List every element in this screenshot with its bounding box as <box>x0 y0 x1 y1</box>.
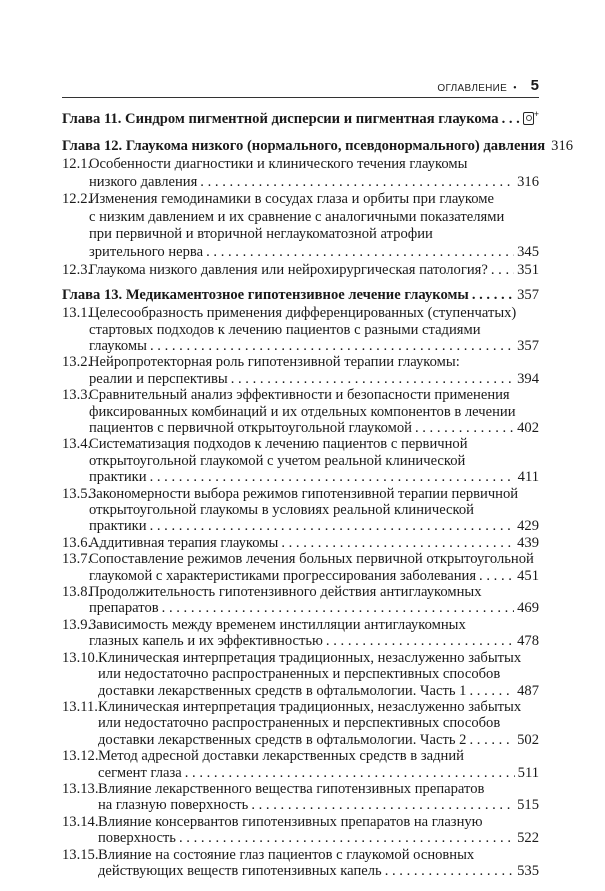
dot-leader <box>469 732 514 748</box>
toc-entry[interactable] <box>62 781 539 814</box>
toc-entry[interactable] <box>62 387 539 436</box>
entry-line: или недостаточно распространенных и перспективных способов <box>98 715 501 732</box>
entry-last-line <box>89 518 539 534</box>
entry-line: Продолжительность гипотензивного действия антиглаукомных <box>89 584 482 601</box>
entry-number: 12.2. <box>62 191 92 208</box>
toc-entry[interactable] <box>62 305 539 354</box>
page-ref[interactable]: 478 <box>517 633 539 650</box>
toc-entry[interactable] <box>62 617 539 650</box>
entry-body <box>89 535 539 551</box>
entry-line: открытоугольной глаукомой с учетом реальной клинической <box>89 452 466 469</box>
page-ref[interactable]: 515 <box>517 797 539 814</box>
dot-leader <box>150 469 515 485</box>
entry-line: Закономерности выбора режимов гипотензивной терапии первичной <box>89 485 519 502</box>
entry-number: 13.12. <box>62 748 99 765</box>
entry-body <box>98 781 539 814</box>
chapter-title[interactable]: Глава 13. Медикаментозное гипотензивное лечение глаукомы <box>62 287 469 304</box>
dot-leader <box>185 765 515 781</box>
entry-line: действующих веществ гипотензивных капель <box>98 862 382 879</box>
entry-last-line <box>89 420 539 436</box>
page-ref[interactable]: 439 <box>517 534 539 551</box>
entry-number: 13.6. <box>62 534 92 551</box>
page-ref[interactable]: 451 <box>517 567 539 584</box>
chapter-title[interactable]: Глава 11. Синдром пигментной дисперсии и пигментная глаукома <box>62 111 499 127</box>
dot-leader <box>281 535 514 551</box>
entry-line: реалии и перспективы <box>89 370 228 387</box>
entry-number: 13.13. <box>62 780 99 797</box>
entry-number: 12.3. <box>62 261 92 278</box>
dot-leader <box>415 420 514 436</box>
entry-body <box>89 617 539 650</box>
entry-number: 13.15. <box>62 846 99 863</box>
entry-number: 13.3. <box>62 387 92 404</box>
entry-body <box>89 387 539 436</box>
toc-entry[interactable] <box>62 847 539 880</box>
entry-line: Особенности диагностики и клинического течения глаукомы <box>89 156 468 172</box>
chapter-entry[interactable] <box>62 285 539 305</box>
entry-number: 13.10. <box>62 649 99 666</box>
page-ref[interactable]: 469 <box>517 600 539 617</box>
page-number: 5 <box>530 77 539 94</box>
entry-last-line <box>89 469 539 485</box>
entry-body <box>89 551 539 584</box>
entry-last-line <box>98 863 539 879</box>
toc-section <box>62 110 539 130</box>
toc-entry[interactable] <box>62 354 539 387</box>
entry-body <box>98 699 539 748</box>
entry-line: Нейропротекторная роль гипотензивной терапии глаукомы: <box>89 354 460 371</box>
entry-body <box>89 354 539 387</box>
dot-leader <box>150 518 515 534</box>
entry-line: Аддитивная терапия глаукомы <box>89 534 279 551</box>
entry-line: стартовых подходов к лечению пациентов с разными стадиями <box>89 321 481 338</box>
entry-number: 13.1. <box>62 305 92 322</box>
page-ref[interactable]: 402 <box>517 420 539 436</box>
entry-line: Систематизация подходов к лечению пациентов с первичной <box>89 436 468 453</box>
entry-body <box>98 748 539 781</box>
chapter-line <box>62 136 574 156</box>
dot-leader <box>469 683 514 699</box>
toc-entry[interactable] <box>62 748 539 781</box>
entry-line: при первичной и вторичной неглаукоматозной атрофии <box>89 226 433 243</box>
entry-body <box>98 650 539 699</box>
page-ref[interactable]: 357 <box>517 287 539 304</box>
entry-line: препаратов <box>89 600 159 617</box>
page-ref[interactable]: 535 <box>517 862 539 879</box>
dot-leader <box>385 863 514 879</box>
entry-number: 13.8. <box>62 584 92 601</box>
table-of-contents <box>62 104 574 879</box>
dot-leader <box>502 110 520 130</box>
toc-entry[interactable] <box>62 584 539 617</box>
toc-entry[interactable] <box>62 191 539 261</box>
entry-last-line <box>89 371 539 387</box>
header-bullet: • <box>513 83 517 94</box>
document-link-icon[interactable]: + <box>523 110 539 130</box>
entry-number: 13.2. <box>62 354 92 371</box>
entry-number: 13.4. <box>62 436 92 453</box>
entry-body <box>89 436 539 485</box>
entry-line: глазных капель и их эффективностью <box>89 633 323 650</box>
page-ref[interactable]: 351 <box>517 261 539 278</box>
entry-line: Сравнительный анализ эффективности и безопасности применения <box>89 387 510 404</box>
chapter-entry[interactable] <box>62 136 574 156</box>
entry-line: на глазную поверхность <box>98 797 249 814</box>
entry-last-line <box>89 338 539 354</box>
toc-entry[interactable] <box>62 436 539 485</box>
toc-entry[interactable] <box>62 535 539 551</box>
dot-leader <box>231 371 514 387</box>
dot-leader <box>150 338 514 354</box>
page-ref[interactable]: 411 <box>517 469 539 486</box>
toc-section <box>62 136 574 279</box>
entry-line: с низким давлением и их сравнение с аналогичными показателями <box>89 208 505 225</box>
entry-last-line <box>98 830 539 846</box>
entry-line: Зависимость между временем инстилляции антиглаукомных <box>89 616 466 633</box>
entry-line: открытоугольной глаукомы в условиях реальной клинической <box>89 502 474 519</box>
page-ref[interactable]: 316 <box>517 173 539 190</box>
page-ref[interactable]: 502 <box>517 731 539 748</box>
entry-line: фиксированных комбинаций и их отдельных компонентов в лечении <box>89 403 516 420</box>
entry-last-line <box>98 683 539 699</box>
dot-leader <box>179 830 514 846</box>
entry-last-line <box>89 535 539 551</box>
entry-last-line <box>89 568 539 584</box>
entry-body <box>89 584 539 617</box>
page-ref[interactable]: 357 <box>517 337 539 354</box>
entry-line: глаукомы <box>89 337 147 354</box>
toc-entry[interactable] <box>62 699 539 748</box>
chapter-body <box>62 136 574 156</box>
entry-last-line <box>98 765 539 781</box>
entry-line: Изменения гемодинамики в сосудах глаза и орбиты при глаукоме <box>89 191 494 208</box>
entry-line: Клиническая интерпретация традиционных, незаслуженно забытых <box>98 698 522 715</box>
entry-line: Сопоставление режимов лечения больных первичной открытоугольной <box>89 551 534 568</box>
entry-line: Влияние консервантов гипотензивных препаратов на глазную <box>98 813 483 830</box>
entry-number: 13.14. <box>62 813 99 830</box>
chapter-body <box>62 285 539 305</box>
chapter-body <box>62 110 539 130</box>
entry-line: Глаукома низкого давления или нейрохирургическая патология? <box>89 261 488 278</box>
entry-body <box>89 486 539 535</box>
entry-body <box>98 814 539 847</box>
entry-number: 12.1. <box>62 156 92 172</box>
chapter-title[interactable]: Глава 12. Глаукома низкого (нормального, псевдонормального) давления <box>62 138 546 154</box>
dot-leader <box>162 600 514 616</box>
entry-line: Клиническая интерпретация традиционных, незаслуженно забытых <box>98 649 522 666</box>
dot-leader <box>206 244 514 262</box>
entry-body <box>89 191 539 261</box>
entry-line: низкого давления <box>89 173 198 190</box>
dot-leader <box>251 797 514 813</box>
chapter-line <box>62 110 539 130</box>
dot-leader <box>472 285 514 305</box>
toc-entry[interactable] <box>62 156 539 191</box>
toc-entry[interactable] <box>62 551 539 584</box>
entry-line: глаукомой с характеристиками прогрессирования заболевания <box>89 567 477 584</box>
dot-leader <box>479 568 514 584</box>
entry-body <box>89 262 539 280</box>
entry-line: Метод адресной доставки лекарственных средств в задний <box>98 748 464 765</box>
page-ref[interactable]: 316 <box>551 138 574 154</box>
entry-body <box>89 156 539 191</box>
toc-section <box>62 285 539 879</box>
dot-leader <box>491 262 514 280</box>
entry-line: практики <box>89 469 147 486</box>
entry-number: 13.9. <box>62 616 92 633</box>
entry-line: доставки лекарственных средств в офтальмологии. Часть 2 <box>98 731 467 748</box>
entry-line: Целесообразность применения дифференцированных (ступенчатых) <box>89 305 517 322</box>
chapter-line <box>62 285 539 305</box>
toc-entry[interactable] <box>62 262 539 280</box>
entry-line: доставки лекарственных средств в офтальмологии. Часть 1 <box>98 682 467 699</box>
entry-last-line <box>98 732 539 748</box>
entry-line: Влияние на состояние глаз пациентов с глаукомой основных <box>98 846 475 863</box>
entry-line: Влияние лекарственного вещества гипотензивных препаратов <box>98 780 485 797</box>
entry-line: поверхность <box>98 830 176 847</box>
entry-number: 13.5. <box>62 485 92 502</box>
entry-last-line <box>89 633 539 649</box>
chapter-entry[interactable] <box>62 110 539 130</box>
entry-last-line <box>89 600 539 616</box>
entry-number: 13.11. <box>62 698 98 715</box>
entry-line: зрительного нерва <box>89 243 204 260</box>
entry-last-line <box>89 244 539 262</box>
toc-entry[interactable] <box>62 486 539 535</box>
entry-body <box>98 847 539 880</box>
entry-body <box>89 305 539 354</box>
entry-number: 13.7. <box>62 551 92 568</box>
page-ref[interactable]: 522 <box>517 830 539 847</box>
page-ref[interactable]: 429 <box>517 518 539 535</box>
entry-line: или недостаточно распространенных и перспективных способов <box>98 666 501 683</box>
dot-leader <box>200 174 514 192</box>
entry-line: практики <box>89 518 147 535</box>
page-ref[interactable]: 394 <box>517 370 539 387</box>
entry-last-line <box>89 262 539 280</box>
page-ref[interactable]: 345 <box>517 243 539 260</box>
entry-last-line <box>98 797 539 813</box>
entry-line: пациентов с первичной открытоугольной глаукомой <box>89 420 412 436</box>
toc-entry[interactable] <box>62 814 539 847</box>
dot-leader <box>326 633 514 649</box>
running-header <box>62 74 539 98</box>
running-title: ОГЛАВЛЕНИЕ <box>437 83 508 94</box>
entry-line: сегмент глаза <box>98 764 182 781</box>
page-ref[interactable]: 487 <box>517 682 539 699</box>
page-ref[interactable]: 511 <box>517 764 539 781</box>
toc-entry[interactable] <box>62 650 539 699</box>
entry-last-line <box>89 174 539 192</box>
